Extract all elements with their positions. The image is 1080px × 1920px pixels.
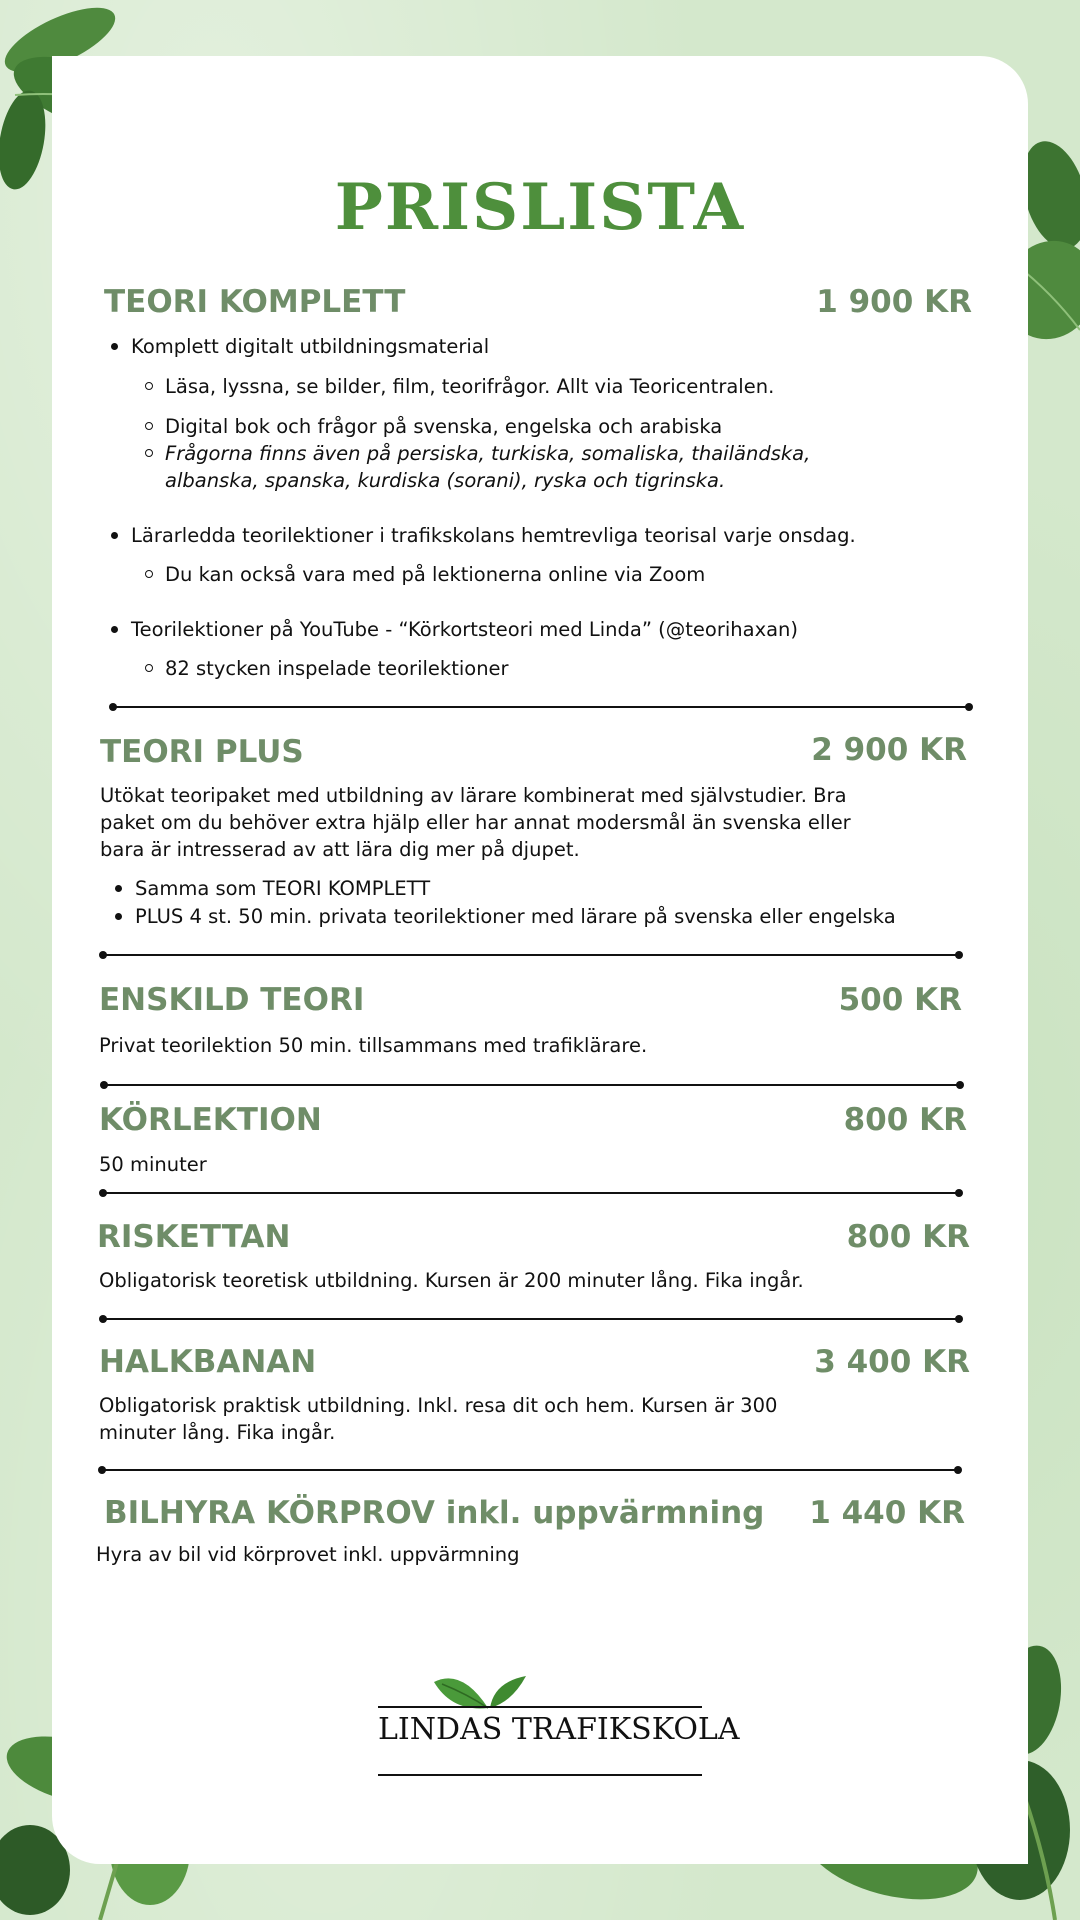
logo-bottom-line xyxy=(378,1774,702,1776)
section-title-bilhyra: BILHYRA KÖRPROV inkl. uppvärmning xyxy=(104,1495,765,1531)
bullet-item: PLUS 4 st. 50 min. privata teorilektioner med lärare på svenska eller engelska xyxy=(135,905,896,928)
section-description: Privat teorilektion 50 min. tillsammans med trafiklärare. xyxy=(99,1034,648,1057)
section-divider xyxy=(102,1469,958,1471)
section-title-halkbanan: HALKBANAN xyxy=(99,1344,317,1380)
sub-bullet-item: Frågorna finns även på persiska, turkiska, somaliska, thailändska, albanska, spanska, kurdiska (sorani), ryska och tigrinska. xyxy=(165,440,865,494)
page-title: PRISLISTA xyxy=(334,170,746,245)
section-description: Utökat teoripaket med utbildning av lärare kombinerat med självstudier. Bra paket om du behöver extra hjälp eller har annat modersmål än svenska eller bara är intresserad av att lära dig mer på djupet. xyxy=(100,784,851,861)
section-title-teori-plus: TEORI PLUS xyxy=(100,734,304,770)
sub-bullet-item: Du kan också vara med på lektionerna online via Zoom xyxy=(165,563,706,586)
section-divider xyxy=(103,1192,959,1194)
section-description: Obligatorisk praktisk utbildning. Inkl. resa dit och hem. Kursen är 300 minuter lång. Fika ingår. xyxy=(99,1394,778,1444)
sub-bullet-item: 82 stycken inspelade teorilektioner xyxy=(165,657,509,680)
price-riskettan: 800 KR xyxy=(846,1219,970,1255)
logo xyxy=(378,1672,740,1780)
section-title-riskettan: RISKETTAN xyxy=(97,1219,291,1255)
price-bilhyra: 1 440 KR xyxy=(809,1495,965,1531)
section-divider xyxy=(103,1318,959,1320)
section-description: Hyra av bil vid körprovet inkl. uppvärmning xyxy=(96,1543,520,1566)
section-divider xyxy=(113,706,969,708)
section-divider xyxy=(103,954,959,956)
section-description: Obligatorisk teoretisk utbildning. Kursen är 200 minuter lång. Fika ingår. xyxy=(99,1269,804,1292)
price-card xyxy=(52,56,1028,1864)
bullet-item: Komplett digitalt utbildningsmaterial xyxy=(131,335,490,358)
sub-bullet-item: Digital bok och frågor på svenska, engelska och arabiska xyxy=(165,415,723,438)
price-korlektion: 800 KR xyxy=(843,1102,967,1138)
section-title-teori-komplett: TEORI KOMPLETT xyxy=(104,284,406,320)
price-teori-plus: 2 900 KR xyxy=(811,732,967,768)
logo-text: LINDAS TRAFIKSKOLA xyxy=(378,1712,740,1747)
price-halkbanan: 3 400 KR xyxy=(814,1344,970,1380)
logo-top-line xyxy=(378,1706,702,1708)
bullet-item: Lärarledda teorilektioner i trafikskolans hemtrevliga teorisal varje onsdag. xyxy=(131,524,856,547)
sub-bullet-item: Läsa, lyssna, se bilder, film, teorifrågor. Allt via Teoricentralen. xyxy=(165,375,775,398)
section-divider xyxy=(104,1084,960,1086)
section-title-enskild-teori: ENSKILD TEORI xyxy=(99,982,365,1018)
section-title-korlektion: KÖRLEKTION xyxy=(99,1102,322,1138)
bullet-item: Teorilektioner på YouTube - “Körkortsteori med Linda” (@teorihaxan) xyxy=(131,618,799,641)
price-teori-komplett: 1 900 KR xyxy=(816,284,972,320)
price-enskild-teori: 500 KR xyxy=(838,982,962,1018)
bullet-item: Samma som TEORI KOMPLETT xyxy=(135,877,431,900)
section-description: 50 minuter xyxy=(99,1153,207,1176)
